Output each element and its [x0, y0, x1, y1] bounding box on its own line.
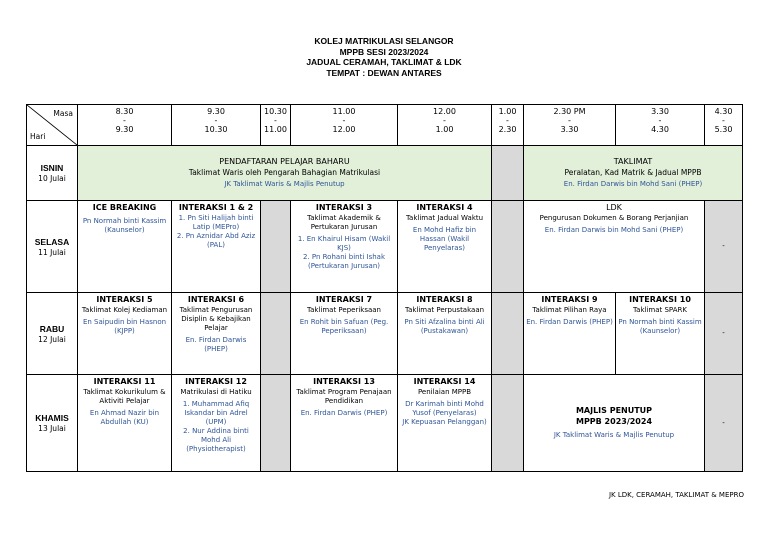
interaksi-3-cell: INTERAKSI 3 Taklimat Akademik & Pertukaran Jurusan 1. En Khairul Hisam (Wakil KJS) 2. Pn Rohani binti Ishak (Pertukaran Jurusan)	[291, 201, 398, 293]
interaksi-11-cell: INTERAKSI 11 Taklimat Kokurikulum & Aktiviti Pelajar En Ahmad Nazir bin Abdullah (KU)	[78, 375, 172, 472]
row-selasa	[27, 201, 743, 293]
document-title	[0, 36, 768, 78]
ice-breaking-cell: ICE BREAKING Pn Normah binti Kassim (Kaunselor)	[78, 201, 172, 293]
ldk-cell: LDK Pengurusan Dokumen & Borang Perjanjian En. Firdan Darwis bin Mohd Sani (PHEP)	[524, 201, 705, 293]
day-cell: SELASA 11 Julai	[27, 201, 78, 293]
interaksi-10-cell: INTERAKSI 10 Taklimat SPARK Pn Normah binti Kassim (Kaunselor)	[616, 293, 705, 375]
interaksi-1-2-cell: INTERAKSI 1 & 2 1. Pn Siti Halijah binti Latip (MEPro) 2. Pn Aznidar Abd Aziz (PAL)	[172, 201, 261, 293]
interaksi-7-cell: INTERAKSI 7 Taklimat Peperiksaan En Rohit bin Safuan (Peg. Peperiksaan)	[291, 293, 398, 375]
pendaftaran-cell: PENDAFTARAN PELAJAR BAHARU Taklimat Waris oleh Pengarah Bahagian Matrikulasi JK Taklimat Waris & Majlis Penutup	[78, 146, 492, 201]
interaksi-9-cell: INTERAKSI 9 Taklimat Pilihan Raya En. Firdan Darwis (PHEP)	[524, 293, 616, 375]
interaksi-4-cell: INTERAKSI 4 Taklimat Jadual Waktu En Mohd Hafiz bin Hassan (Wakil Penyelaras)	[398, 201, 492, 293]
interaksi-12-cell: INTERAKSI 12 Matrikulasi di Hatiku 1. Muhammad Afiq Iskandar bin Adrel (UPM) 2. Nur Addina binti Mohd Ali (Physiotherapist)	[172, 375, 261, 472]
row-khamis	[27, 375, 743, 472]
rehat-cell	[492, 201, 524, 293]
empty-slot-cell: -	[705, 293, 743, 375]
empty-slot-cell: -	[705, 375, 743, 472]
title-schedule: JADUAL CERAMAH, TAKLIMAT & LDK	[306, 57, 462, 67]
break-cell	[261, 375, 291, 472]
time-slot: 8.30 - 9.30	[78, 105, 172, 146]
taklimat-cell: TAKLIMAT Peralatan, Kad Matrik & Jadual MPPB En. Firdan Darwis bin Mohd Sani (PHEP)	[524, 146, 743, 201]
interaksi-5-cell: INTERAKSI 5 Taklimat Kolej Kediaman En Saipudin bin Hasnon (KJPP)	[78, 293, 172, 375]
break-cell	[261, 201, 291, 293]
time-slot: 9.30 - 10.30	[172, 105, 261, 146]
time-slot: 3.30 - 4.30	[616, 105, 705, 146]
masa-hari-cell	[27, 105, 78, 146]
hari-label: Hari	[30, 132, 46, 141]
rehat-cell	[492, 293, 524, 375]
time-slot: 12.00 - 1.00	[398, 105, 492, 146]
rehat-cell	[492, 375, 524, 472]
time-slot: 4.30 - 5.30	[705, 105, 743, 146]
schedule-table	[26, 104, 743, 472]
footer-committee: JK LDK, CERAMAH, TAKLIMAT & MEPRO	[608, 491, 744, 499]
time-slot: 1.00 - 2.30	[492, 105, 524, 146]
time-slot: 10.30 - 11.00	[261, 105, 291, 146]
row-rabu	[27, 293, 743, 375]
header-row	[27, 105, 743, 146]
interaksi-14-cell: INTERAKSI 14 Penilaian MPPB Dr Karimah binti Mohd Yusof (Penyelaras) JK Kepuasan Pelanggan)	[398, 375, 492, 472]
title-venue: TEMPAT : DEWAN ANTARES	[326, 67, 442, 78]
day-cell: KHAMIS 13 Julai	[27, 375, 78, 472]
rehat-cell	[492, 146, 524, 201]
interaksi-13-cell: INTERAKSI 13 Taklimat Program Penajaan Pendidikan En. Firdan Darwis (PHEP)	[291, 375, 398, 472]
masa-label: Masa	[53, 109, 73, 118]
majlis-penutup-cell: MAJLIS PENUTUP MPPB 2023/2024 JK Taklimat Waris & Majlis Penutup	[524, 375, 705, 472]
day-cell: ISNIN 10 Julai	[27, 146, 78, 201]
row-isnin	[27, 146, 743, 201]
interaksi-6-cell: INTERAKSI 6 Taklimat Pengurusan Disiplin & Kebajikan Pelajar En. Firdan Darwis (PHEP)	[172, 293, 261, 375]
title-college: KOLEJ MATRIKULASI SELANGOR	[314, 36, 454, 46]
interaksi-8-cell: INTERAKSI 8 Taklimat Perpustakaan Pn Siti Afzalina binti Ali (Pustakawan)	[398, 293, 492, 375]
day-cell: RABU 12 Julai	[27, 293, 78, 375]
break-cell	[261, 293, 291, 375]
empty-slot-cell: -	[705, 201, 743, 293]
time-slot: 2.30 PM - 3.30	[524, 105, 616, 146]
title-session: MPPB SESI 2023/2024	[339, 46, 429, 57]
time-slot: 11.00 - 12.00	[291, 105, 398, 146]
